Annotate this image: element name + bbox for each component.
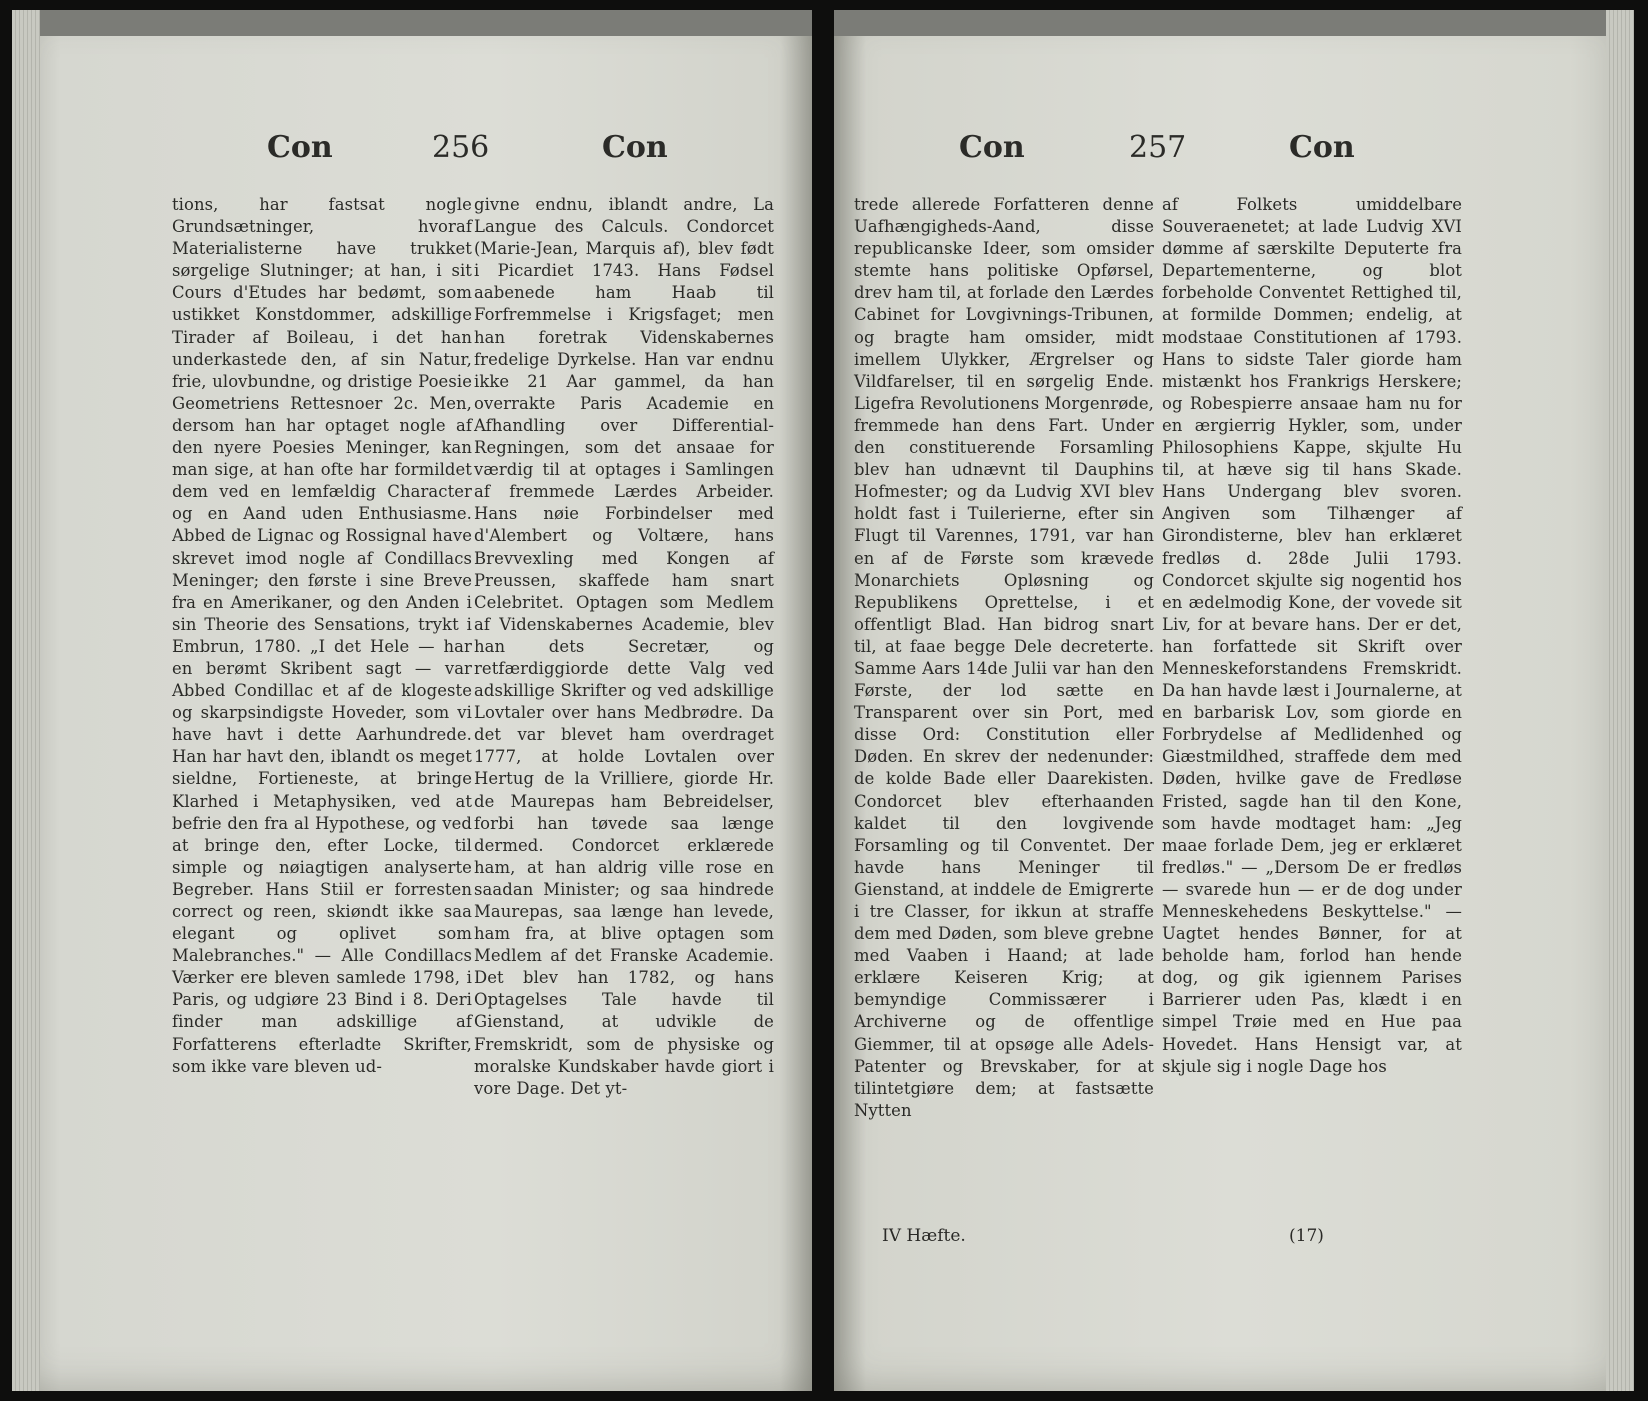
signature-mark: IV Hæfte. [882, 1226, 966, 1246]
text-column-2 [1162, 194, 1462, 1078]
column-text: tions, har fastsat nogle Grundsætninger, hvoraf Materialisterne have trukket sørgelige Slutninger; at han, i sit Cours d'Etudes har bedømt, som ustikket Konstdommer, adskillige Tirader af Boileau, i det han underkastede den, af sin Natur, frie, ulovbundne, og dristige Poesie Geometriens Rettesnoer 2c. Men, dersom han har optaget nogle af den nyere Poesies Meninger, kan man sige, at han ofte har formildet dem ved en lemfældig Character og en Aand uden Enthusiasme. Abbed de Lignac og Rossignal have skrevet imod nogle af Condillacs Meninger; den første i sine Breve fra en Amerikaner, og den Anden i sin Theorie des Sensations, trykt i Embrun, 1780. „I det Hele — har en berømt Skribent sagt — var Abbed Condillac et af de klogeste og skarpsindigste Hoveder, som vi have havt i dette Aarhundrede. Han har havt den, iblandt os meget sieldne, Fortieneste, at bringe Klarhed i Metaphysiken, ved at befrie den fra al Hypothese, og ved at bringe den, efter Locke, til simple og nøiagtigen analyserte Begreber. Hans Stiil er forresten correct og reen, skiøndt ikke saa elegant og oplivet som Malebranches." — Alle Condillacs Værker ere bleven samlede 1798, i Paris, og udgiøre 23 Bind i 8. Deri finder man adskillige af Forfatterens efterladte Skrifter, som ikke vare bleven ud- [172, 195, 472, 1076]
header-left-word: Con [267, 130, 333, 165]
text-column-1 [172, 194, 472, 1078]
page-top-edge [834, 10, 1634, 36]
column-text: trede allerede Forfatteren denne Uafhængigheds-Aand, disse republicanske Ideer, som omsider stemte hans politiske Opførsel, drev ham til, at forlade den Lærdes Cabinet for Lovgivnings-Tribunen, og bragte ham omsider, midt imellem Ulykker, Ærgrelser og Vildfarelser, til en sørgelig Ende. Ligefra Revolutionens Morgenrøde, fremmede han dens Fart. Under den constituerende Forsamling blev han udnævnt til Dauphins Hofmester; og da Ludvig XVI blev holdt fast i Tuilerierne, efter sin Flugt til Varennes, 1791, var han en af de Første som krævede Monarchiets Opløsning og Republikens Oprettelse, i et offentligt Blad. Han bidrog snart til, at faae begge Dele decreterte. Samme Aars 14de Julii var han den Første, der lod sætte en Transparent over sin Port, med disse Ord: Constitution eller Døden. En skrev der nedenunder: de kolde Bade eller Daarekisten. Condorcet blev efterhaanden kaldet til den lovgivende Forsamling og til Conventet. Der havde hans Meninger til Gienstand, at inddele de Emigrerte i tre Classer, for ikkun at straffe dem med Døden, som bleve grebne med Vaaben i Haand; at lade erklære Keiseren Krig; at bemyndige Commissærer i Archiverne og de offentlige Giemmer, til at opsøge alle Adels-Patenter og Brevskaber, for at tilintetgiøre dem; at fastsætte Nytten [854, 195, 1154, 1120]
left-page [12, 10, 812, 1391]
gathering-number: (17) [1289, 1226, 1324, 1246]
column-text: givne endnu, iblandt andre, La Langue des Calculs. Condorcet (Marie-Jean, Marquis af), blev født i Picardiet 1743. Hans Fødsel aabenede ham Haab til Forfremmelse i Krigsfaget; men han foretrak Videnskabernes fredelige Dyrkelse. Han var endnu ikke 21 Aar gammel, da han overrakte Paris Academie en Afhandling over Differential-Regningen, som det ansaae for værdig til at optages i Samlingen af fremmede Lærdes Arbeider. Hans nøie Forbindelser med d'Alembert og Voltære, hans Brevvexling med Kongen af Preussen, skaffede ham snart Celebritet. Optagen som Medlem af Videnskabernes Academie, blev han dets Secretær, og retfærdiggiorde dette Valg ved adskillige Skrifter og ved adskillige Lovtaler over hans Medbrødre. Da det var blevet ham overdraget 1777, at holde Lovtalen over Hertug de la Vrilliere, giorde Hr. de Maurepas ham Bebreidelser, forbi han tøvede saa længe dermed. Condorcet erklærede ham, at han aldrig ville rose en saadan Minister; og saa hindrede Maurepas, saa længe han levede, ham fra, at blive optagen som Medlem af det Franske Academie. Det blev han 1782, og hans Optagelses Tale havde til Gienstand, at udvikle de Fremskridt, som de physiske og moralske Kundskaber havde giort i vore Dage. Det yt- [474, 195, 774, 1098]
page-edge-stack [1606, 10, 1634, 1391]
running-header [834, 130, 1634, 178]
text-column-1 [854, 194, 1154, 1122]
column-text: af Folkets umiddelbare Souveraenetet; at lade Ludvig XVI dømme af særskilte Deputerte fra Departementerne, og blot forbeholde Conventet Rettighed til, at formilde Dommen; endelig, at modstaae Constitutionen af 1793. Hans to sidste Taler giorde ham mistænkt hos Frankrigs Herskere; og Robespierre ansaae ham nu for en ærgierrig Hykler, som, under Philosophiens Kappe, skjulte Hu til, at hæve sig til hans Skade. Hans Undergang blev svoren. Angiven som Tilhænger af Girondisterne, blev han erklæret fredløs d. 28de Julii 1793. Condorcet skjulte sig nogentid hos en ædelmodig Kone, der vovede sit Liv, for at bevare hans. Der er det, han forfattede sit Skrift over Menneskeforstandens Fremskridt. Da han havde læst i Journalerne, at en barbarisk Lov, som giorde en Forbrydelse af Medlidenhed og Giæstmildhed, straffede dem med Døden, hvilke gave de Fredløse Fristed, sagde han til den Kone, som havde modtaget ham: „Jeg maae forlade Dem, jeg er erklæret fredløs." — „Dersom De er fredløs — svarede hun — er de dog under Menneskehedens Beskyttelse." — Uagtet hendes Bønner, for at beholde ham, forlod han hende dog, og gik igiennem Parises Barrierer uden Pas, klædt i en simpel Trøie med en Hue paa Hovedet. Hans Hensigt var, at skjule sig i nogle Dage hos [1162, 195, 1462, 1076]
page-edge-stack [12, 10, 40, 1391]
page-number: 257 [1129, 130, 1187, 165]
right-page [834, 10, 1634, 1391]
running-header [12, 130, 812, 178]
header-left-word: Con [959, 130, 1025, 165]
header-right-word: Con [1289, 130, 1355, 165]
page-top-edge [12, 10, 812, 36]
header-right-word: Con [602, 130, 668, 165]
page-number: 256 [432, 130, 490, 165]
text-column-2 [474, 194, 774, 1100]
